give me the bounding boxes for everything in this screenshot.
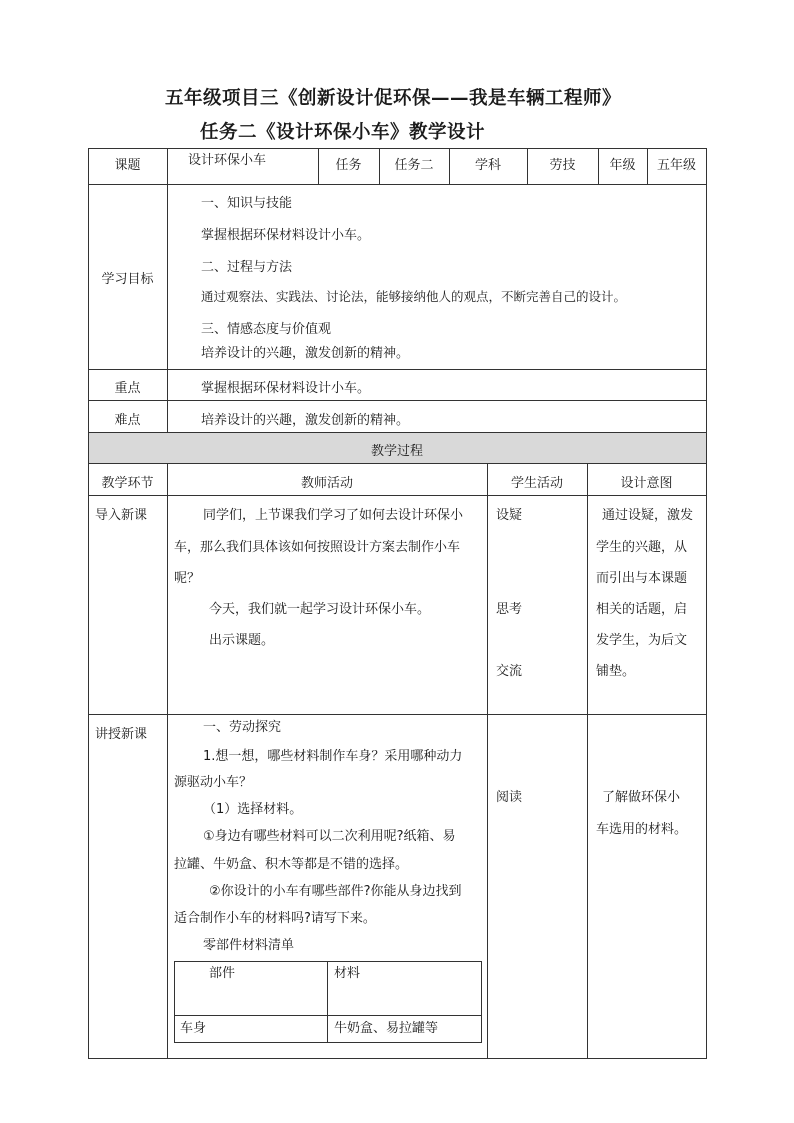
intro-intent-line: 而引出与本课题 xyxy=(596,571,688,586)
objective-line: 二、过程与方法 xyxy=(201,260,293,275)
intro-teacher-line: 车，那么我们具体该如何按照设计方案去制作小车 xyxy=(174,540,461,555)
topic-value: 设计环保小车 xyxy=(188,153,267,168)
document-title: 五年级项目三《创新设计促环保——我是车辆工程师》 xyxy=(165,88,622,109)
table-line xyxy=(587,463,588,1058)
lecture-teacher-line: ①身边有哪些材料可以二次利用呢?纸箱、易 xyxy=(203,829,456,844)
subject-label: 学科 xyxy=(474,158,501,173)
intro-intent-line: 铺垫。 xyxy=(596,664,636,679)
header-teacher: 教师活动 xyxy=(300,476,353,491)
lecture-intent-line: 车选用的材料。 xyxy=(596,822,688,837)
table-line xyxy=(88,463,706,464)
lecture-teacher-line: ②你设计的小车有哪些部件?你能从身边找到 xyxy=(209,884,462,899)
intro-intent-line: 通过设疑，激发 xyxy=(602,508,694,523)
objective-line: 通过观察法、实践法、讨论法，能够接纳他人的观点，不断完善自己的设计。 xyxy=(201,289,627,304)
table-line xyxy=(88,432,706,433)
task-value: 任务二 xyxy=(394,158,434,173)
subject-value: 劳技 xyxy=(549,158,576,173)
header-intent: 设计意图 xyxy=(620,476,673,491)
grade-value: 五年级 xyxy=(656,158,696,173)
lecture-teacher-line: 拉罐、牛奶盒、积木等都是不错的选择。 xyxy=(174,857,409,872)
lecture-student-activity: 阅读 xyxy=(496,790,523,805)
intro-intent-line: 发学生，为后文 xyxy=(596,633,688,648)
parts-cell-part: 车身 xyxy=(180,1021,207,1036)
table-line xyxy=(88,369,706,370)
task-label: 任务 xyxy=(335,158,362,173)
parts-header-part: 部件 xyxy=(209,966,236,981)
intro-teacher-line: 出示课题。 xyxy=(209,633,275,648)
objective-line: 一、知识与技能 xyxy=(201,196,293,211)
document-subtitle: 任务二《设计环保小车》教学设计 xyxy=(200,122,486,143)
objective-line: 三、情感态度与价值观 xyxy=(201,322,332,337)
lecture-teacher-line: 源驱动小车？ xyxy=(174,775,253,790)
table-line xyxy=(167,463,168,1058)
header-student: 学生活动 xyxy=(510,476,563,491)
stage-intro: 导入新课 xyxy=(95,508,148,523)
objectives-label: 学习目标 xyxy=(101,272,154,287)
table-line xyxy=(706,148,707,1059)
lecture-teacher-line: 1.想一想，哪些材料制作车身？采用哪种动力 xyxy=(203,749,463,764)
topic-label: 课题 xyxy=(114,158,141,173)
objective-line: 培养设计的兴趣，激发创新的精神。 xyxy=(201,346,410,361)
table-line xyxy=(88,184,706,185)
lecture-teacher-line: 一、劳动探究 xyxy=(203,720,282,735)
intro-teacher-line: 同学们，上节课我们学习了如何去设计环保小 xyxy=(203,508,464,523)
difficulty-value: 培养设计的兴趣，激发创新的精神。 xyxy=(201,413,410,428)
parts-list-title: 零部件材料清单 xyxy=(203,938,295,953)
objective-line: 掌握根据环保材料设计小车。 xyxy=(201,228,371,243)
parts-cell-material: 牛奶盒、易拉罐等 xyxy=(334,1021,439,1036)
grade-label: 年级 xyxy=(609,158,636,173)
intro-intent-line: 相关的话题，启 xyxy=(596,602,688,617)
parts-table-line xyxy=(481,961,482,1043)
intro-teacher-line: 呢？ xyxy=(174,571,201,586)
stage-lecture: 讲授新课 xyxy=(95,727,148,742)
table-line xyxy=(88,1058,706,1059)
table-line xyxy=(487,463,488,1058)
table-line xyxy=(88,148,706,149)
difficulty-label: 难点 xyxy=(114,413,141,428)
intro-student-activity: 思考 xyxy=(496,602,523,617)
key-point-label: 重点 xyxy=(114,381,141,396)
intro-intent-line: 学生的兴趣，从 xyxy=(596,540,688,555)
table-line xyxy=(88,495,706,496)
table-line xyxy=(88,714,706,715)
lecture-teacher-line: （1）选择材料。 xyxy=(203,802,303,817)
parts-table-line xyxy=(174,961,175,1043)
intro-student-activity: 交流 xyxy=(496,664,523,679)
table-line xyxy=(167,148,168,432)
lecture-teacher-line: 适合制作小车的材料吗?请写下来。 xyxy=(174,911,376,926)
table-line xyxy=(88,400,706,401)
intro-student-activity: 设疑 xyxy=(496,508,523,523)
process-section-title: 教学过程 xyxy=(370,444,423,459)
header-stage: 教学环节 xyxy=(101,476,154,491)
parts-table-line xyxy=(327,961,328,1043)
key-point-value: 掌握根据环保材料设计小车。 xyxy=(201,381,371,396)
lecture-intent-line: 了解做环保小 xyxy=(602,790,681,805)
intro-teacher-line: 今天，我们就一起学习设计环保小车。 xyxy=(209,602,431,617)
parts-header-material: 材料 xyxy=(334,966,361,981)
